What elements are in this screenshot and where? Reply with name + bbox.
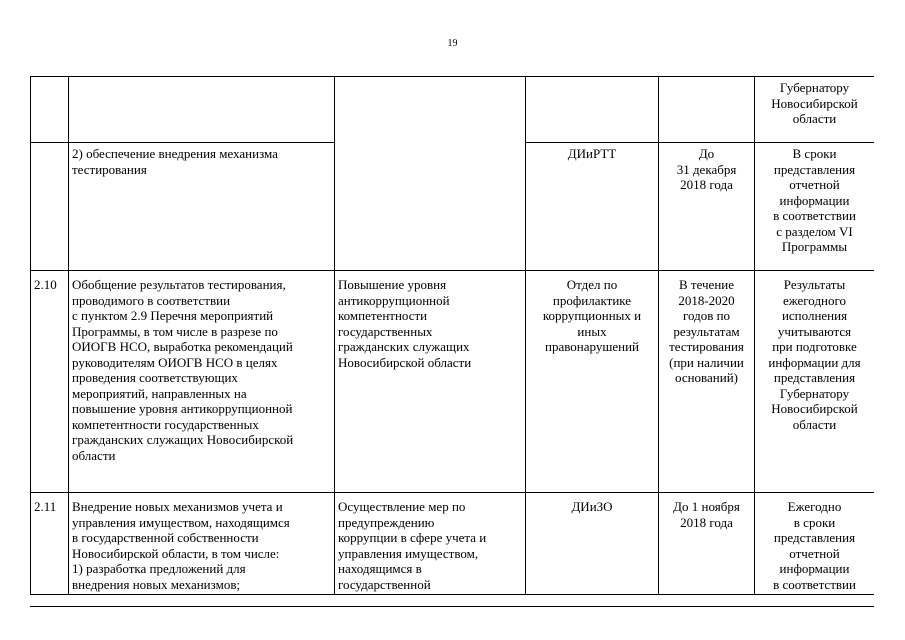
row-number-cell xyxy=(31,143,69,271)
executor-cell: ДИиЗО xyxy=(526,493,659,595)
table-row xyxy=(31,493,875,595)
report-cell: Губернатору Новосибирской области xyxy=(755,77,875,143)
goal-cell xyxy=(335,77,526,271)
table-row xyxy=(31,77,875,143)
deadline-cell: До 31 декабря 2018 года xyxy=(659,143,755,271)
measure-cell xyxy=(69,77,335,143)
report-cell: В сроки представления отчетной информации в соответствии с разделом VI Программы xyxy=(755,143,875,271)
row-number-cell: 2.10 xyxy=(31,271,69,493)
executor-cell xyxy=(526,77,659,143)
executor-cell: Отдел по профилактике коррупционных и иных правонарушений xyxy=(526,271,659,493)
measures-table-container xyxy=(30,76,874,607)
goal-cell: Осуществление мер по предупреждению коррупции в сфере учета и управления имуществом, находящимся в государственной xyxy=(335,493,526,595)
row-number-cell: 2.11 xyxy=(31,493,69,595)
goal-cell: Повышение уровня антикоррупционной компетентности государственных гражданских служащих Новосибирской области xyxy=(335,271,526,493)
measure-cell: 2) обеспечение внедрения механизма тестирования xyxy=(69,143,335,271)
page-number: 19 xyxy=(447,38,458,49)
report-cell: Результаты ежегодного исполнения учитываются при подготовке информации для представления Губернатору Новосибирской области xyxy=(755,271,875,493)
row-number-cell xyxy=(31,77,69,143)
measures-table xyxy=(30,76,874,595)
executor-cell: ДИиРТТ xyxy=(526,143,659,271)
deadline-cell: В течение 2018-2020 годов по результатам тестирования (при наличии оснований) xyxy=(659,271,755,493)
report-cell: Ежегодно в сроки представления отчетной информации в соответствии xyxy=(755,493,875,595)
table-row xyxy=(31,271,875,493)
measure-cell: Внедрение новых механизмов учета и управления имуществом, находящимся в государственной собственности Новосибирской области, в том числе: 1) разработка предложений для внедрения новых механизмов; xyxy=(69,493,335,595)
measure-cell: Обобщение результатов тестирования, проводимого в соответствии с пунктом 2.9 Перечня мероприятий Программы, в том числе в разрезе по ОИОГВ НСО, выработка рекомендаций руководителям ОИОГВ НСО в целях проведения соответствующих мероприятий, направленных на повышение уровня антикоррупционной компетентности государственных гражданских служащих Новосибирской области xyxy=(69,271,335,493)
deadline-cell xyxy=(659,77,755,143)
deadline-cell: До 1 ноября 2018 года xyxy=(659,493,755,595)
